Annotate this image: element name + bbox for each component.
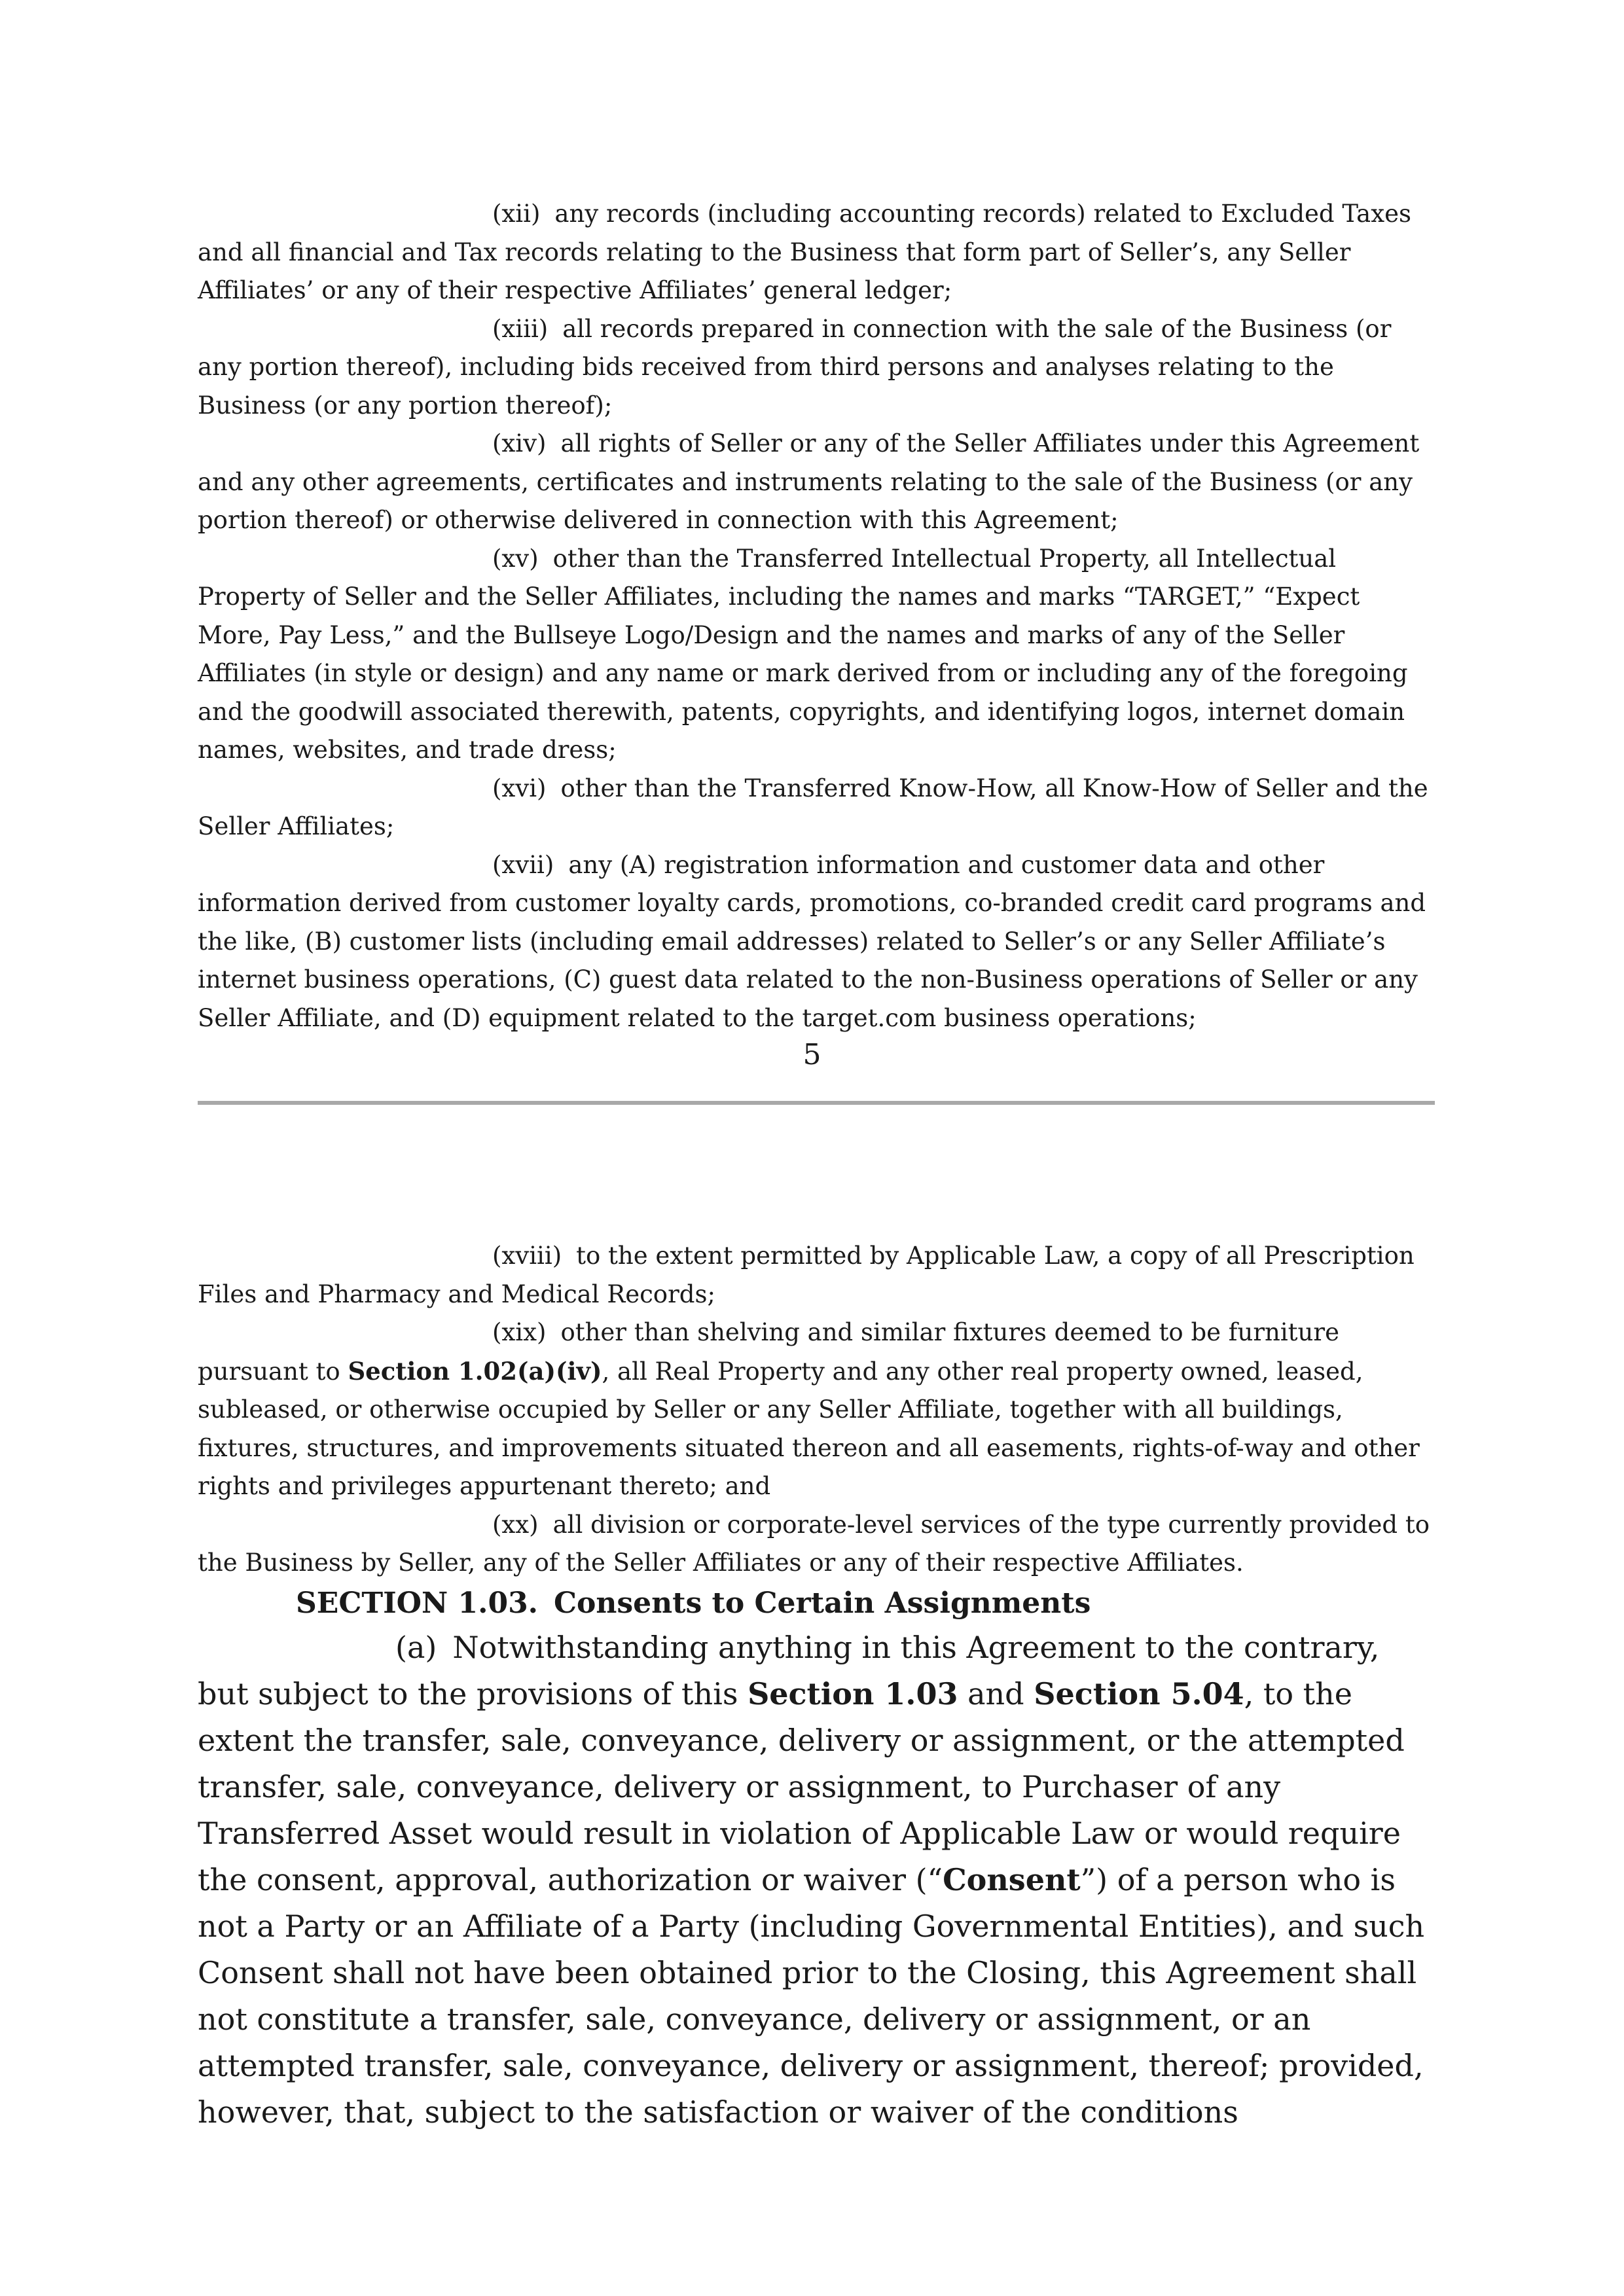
paragraph-number: (a) — [395, 1629, 437, 1665]
item-number: (xvii) — [492, 850, 554, 879]
section-reference: Section 1.03 — [748, 1676, 958, 1712]
list-item — [198, 425, 1435, 540]
list-item — [198, 770, 1435, 846]
list-item — [198, 1314, 1435, 1506]
section-paragraph — [198, 1624, 1435, 2136]
section-reference: Section 5.04 — [1034, 1676, 1244, 1712]
item-text: any (A) registration information and customer data and other information derived from customer loyalty cards, promotions, co-branded credit card programs and the like, (B) customer lists (including email addresses) related to Seller’s or any Seller Affiliate’s internet business operations, (C) guest data related to the non-Business operations of Seller or any Seller Affiliate, and (D) equipment related to the target.com business operations; — [198, 850, 1426, 1032]
defined-term: Consent — [943, 1861, 1081, 1897]
item-number: (xviii) — [492, 1242, 562, 1270]
item-text: other than shelving and similar fixtures deemed to be furniture pursuant to — [198, 1318, 1339, 1386]
section-title: Consents to Certain Assignments — [554, 1586, 1091, 1620]
list-item — [198, 846, 1435, 1038]
item-text: all records prepared in connection with the sale of the Business (or any portion thereof), including bids received from third persons and analyses relating to the Business (or any portion thereof); — [198, 314, 1392, 420]
list-item — [198, 1506, 1435, 1583]
item-number: (xiv) — [492, 429, 547, 457]
item-text: to the extent permitted by Applicable Law, a copy of all Prescription Files and Pharmacy and Medical Records; — [198, 1242, 1415, 1308]
page-5-body — [198, 195, 1435, 1037]
item-number: (xii) — [492, 200, 541, 228]
item-text: any records (including accounting records) related to Excluded Taxes and all financial and Tax records relating to the Business that form part of Seller’s, any Seller Affiliates’ or any of their respective Affiliates’ general ledger; — [198, 200, 1411, 304]
paragraph-text: ”) of a person who is not a Party or an Affiliate of a Party (including Governmental Entities), and such Consent shall not have been obtained prior to the Closing, this Agreement shall not constitute a transfer, sale, conveyance, delivery or assignment, or an attempted transfer, sale, conveyance, delivery or assignment, thereof; provided, however, that, subject to the satisfaction or waiver of the conditions — [198, 1861, 1425, 2130]
section-heading — [198, 1583, 1435, 1624]
page-divider — [198, 1101, 1435, 1105]
item-text: all rights of Seller or any of the Seller Affiliates under this Agreement and any other agreements, certificates and instruments relating to the sale of the Business (or any portion thereof) or otherwise delivered in connection with this Agreement; — [198, 429, 1420, 534]
list-item — [198, 540, 1435, 770]
item-number: (xiii) — [492, 314, 549, 343]
list-item — [198, 310, 1435, 425]
paragraph-text: Notwithstanding anything in this Agreement to the contrary, but subject to the provisions of this — [198, 1629, 1380, 1712]
item-text: other than the Transferred Know-How, all Know-How of Seller and the Seller Affiliates; — [198, 774, 1428, 840]
item-number: (xvi) — [492, 774, 547, 802]
page-number: 5 — [803, 1038, 821, 1071]
item-text: , all Real Property and any other real property owned, leased, subleased, or otherwise occupied by Seller or any Seller Affiliate, together with all buildings, fixtures, structures, and improvements situated thereon and all easements, rights-of-way and other rights and privileges appurtenant thereto; and — [198, 1357, 1420, 1500]
paragraph-text: , to the extent the transfer, sale, conveyance, delivery or assignment, or the attempted transfer, sale, conveyance, delivery or assignment, to Purchaser of any Transferred Asset would result in violation of Applicable Law or would require the consent, approval, authorization or waiver (“ — [198, 1676, 1405, 1897]
page-6-body — [198, 1237, 1435, 2136]
item-number: (xix) — [492, 1318, 547, 1346]
item-text: all division or corporate-level services of the type currently provided to the Business by Seller, any of the Seller Affiliates or any of their respective Affiliates. — [198, 1510, 1430, 1577]
section-label: SECTION 1.03. — [296, 1586, 539, 1620]
section-reference: Section 1.02(a)(iv) — [348, 1356, 602, 1386]
list-item — [198, 195, 1435, 310]
paragraph-text: and — [958, 1676, 1034, 1712]
item-number: (xv) — [492, 544, 539, 573]
item-number: (xx) — [492, 1510, 539, 1539]
list-item — [198, 1237, 1435, 1314]
item-text: other than the Transferred Intellectual Property, all Intellectual Property of Seller and the Seller Affiliates, including the names and marks “TARGET,” “Expect More, Pay Less,” and the Bullseye Logo/Design and the names and marks of any of the Seller Affiliates (in style or design) and any name or mark derived from or including any of the foregoing and the goodwill associated therewith, patents, copyrights, and identifying logos, internet domain names, websites, and trade dress; — [198, 544, 1408, 764]
